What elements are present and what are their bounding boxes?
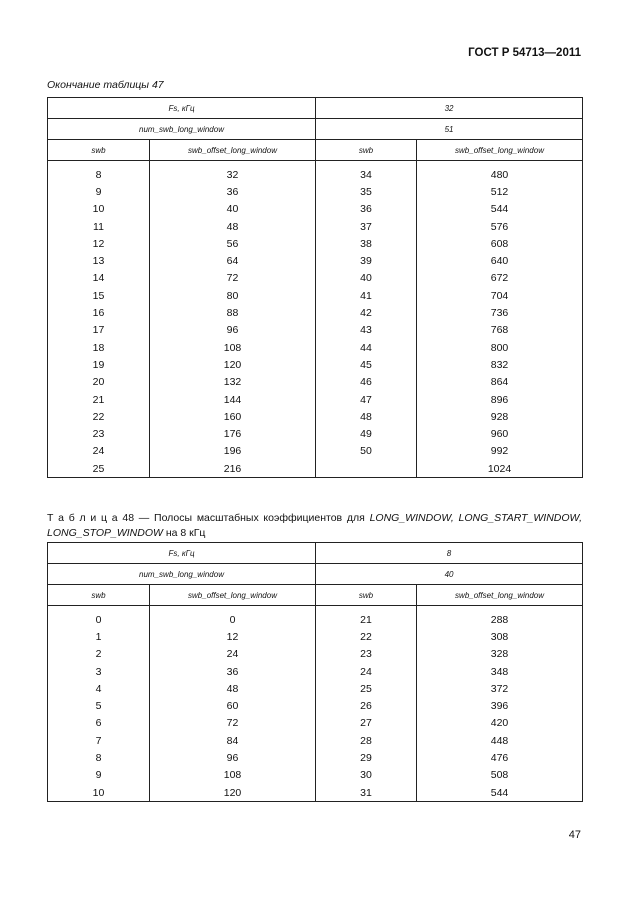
table-cell: 23 xyxy=(48,425,150,442)
table-cell: 476 xyxy=(417,749,583,766)
table-row xyxy=(48,287,583,304)
table-cell: 928 xyxy=(417,408,583,425)
table-row xyxy=(48,304,583,321)
table-cell: 144 xyxy=(150,391,316,408)
table-cell xyxy=(316,460,417,478)
table-cell: 21 xyxy=(316,606,417,629)
table-cell: 72 xyxy=(150,715,316,732)
table-cell: 308 xyxy=(417,628,583,645)
table-cell: 22 xyxy=(48,408,150,425)
table-row xyxy=(48,663,583,680)
table-cell: 22 xyxy=(316,628,417,645)
table-cell: 768 xyxy=(417,322,583,339)
table-row xyxy=(48,408,583,425)
table-cell: 704 xyxy=(417,287,583,304)
table-cell: 13 xyxy=(48,252,150,269)
table-cell: 420 xyxy=(417,715,583,732)
table-47 xyxy=(47,97,583,478)
table48-caption-suffix: на 8 кГц xyxy=(162,527,206,539)
table-cell: 31 xyxy=(316,784,417,802)
table48-fs-label: Fs, кГц xyxy=(48,543,316,564)
table-cell: 640 xyxy=(417,252,583,269)
table47-fs-value: 32 xyxy=(316,98,583,119)
table-cell: 40 xyxy=(316,270,417,287)
table-cell: 40 xyxy=(150,201,316,218)
table-cell: 50 xyxy=(316,443,417,460)
table-cell: 64 xyxy=(150,252,316,269)
table-cell: 1 xyxy=(48,628,150,645)
table-cell: 672 xyxy=(417,270,583,287)
table-cell: 12 xyxy=(48,235,150,252)
table-cell: 544 xyxy=(417,784,583,802)
table-cell: 132 xyxy=(150,374,316,391)
table48-caption-windows: LONG_WINDOW, LONG_START_WINDOW, LONG_STOP_WINDOW xyxy=(47,512,582,539)
table-cell: 1024 xyxy=(417,460,583,478)
table-row xyxy=(48,161,583,184)
document-id: ГОСТ Р 54713—2011 xyxy=(468,47,581,59)
column-header: swb xyxy=(48,140,150,161)
table-cell: 37 xyxy=(316,218,417,235)
table48-num-value: 40 xyxy=(316,564,583,585)
table-cell: 34 xyxy=(316,161,417,184)
table-cell: 28 xyxy=(316,732,417,749)
table47-column-headers xyxy=(48,140,583,161)
table-cell: 6 xyxy=(48,715,150,732)
table-cell: 17 xyxy=(48,322,150,339)
table-cell: 96 xyxy=(150,749,316,766)
table-row xyxy=(48,606,583,629)
table-cell: 480 xyxy=(417,161,583,184)
table-cell: 60 xyxy=(150,697,316,714)
table-cell: 288 xyxy=(417,606,583,629)
table-cell: 328 xyxy=(417,646,583,663)
table-cell: 44 xyxy=(316,339,417,356)
table-cell: 3 xyxy=(48,663,150,680)
table-48 xyxy=(47,542,583,802)
table-cell: 41 xyxy=(316,287,417,304)
table-row xyxy=(48,201,583,218)
table-cell: 42 xyxy=(316,304,417,321)
table48-fs-row xyxy=(48,543,583,564)
table-row xyxy=(48,374,583,391)
table-cell: 576 xyxy=(417,218,583,235)
table-cell: 25 xyxy=(316,680,417,697)
table-cell: 108 xyxy=(150,339,316,356)
table-row xyxy=(48,391,583,408)
table-cell: 800 xyxy=(417,339,583,356)
table-cell: 88 xyxy=(150,304,316,321)
table-cell: 30 xyxy=(316,767,417,784)
table-cell: 12 xyxy=(150,628,316,645)
column-header: swb xyxy=(316,585,417,606)
table-row xyxy=(48,697,583,714)
table-cell: 736 xyxy=(417,304,583,321)
table-cell: 864 xyxy=(417,374,583,391)
table-cell: 176 xyxy=(150,425,316,442)
table-row xyxy=(48,356,583,373)
table-cell: 608 xyxy=(417,235,583,252)
table-cell: 9 xyxy=(48,767,150,784)
table-row xyxy=(48,235,583,252)
table48-fs-value: 8 xyxy=(316,543,583,564)
table48-caption-prefix: Т а б л и ц а 48 — Полосы масштабных коэффициентов для xyxy=(47,512,370,524)
table-cell: 26 xyxy=(316,697,417,714)
table47-fs-row xyxy=(48,98,583,119)
table-cell: 992 xyxy=(417,443,583,460)
table-cell: 24 xyxy=(316,663,417,680)
table47-num-label: num_swb_long_window xyxy=(48,119,316,140)
table-cell: 120 xyxy=(150,784,316,802)
table-row xyxy=(48,425,583,442)
table47-fs-label: Fs, кГц xyxy=(48,98,316,119)
table-cell: 21 xyxy=(48,391,150,408)
table-cell: 960 xyxy=(417,425,583,442)
table-cell: 49 xyxy=(316,425,417,442)
page-number: 47 xyxy=(568,829,581,841)
table-cell: 448 xyxy=(417,732,583,749)
table-row xyxy=(48,646,583,663)
table-cell: 36 xyxy=(316,201,417,218)
table-cell: 896 xyxy=(417,391,583,408)
table-row xyxy=(48,252,583,269)
table48-column-headers xyxy=(48,585,583,606)
table-row xyxy=(48,680,583,697)
table-cell: 24 xyxy=(150,646,316,663)
table-cell: 0 xyxy=(150,606,316,629)
table-cell: 396 xyxy=(417,697,583,714)
column-header: swb xyxy=(316,140,417,161)
column-header: swb_offset_long_window xyxy=(417,140,583,161)
table48-num-label: num_swb_long_window xyxy=(48,564,316,585)
table-cell: 512 xyxy=(417,183,583,200)
table-cell: 43 xyxy=(316,322,417,339)
table-cell: 16 xyxy=(48,304,150,321)
table-cell: 84 xyxy=(150,732,316,749)
table-cell: 11 xyxy=(48,218,150,235)
table-cell: 96 xyxy=(150,322,316,339)
table-row xyxy=(48,270,583,287)
table-cell: 72 xyxy=(150,270,316,287)
table-cell: 0 xyxy=(48,606,150,629)
table47-body xyxy=(48,98,583,478)
table-cell: 29 xyxy=(316,749,417,766)
table-cell: 348 xyxy=(417,663,583,680)
table-cell: 832 xyxy=(417,356,583,373)
table-cell: 39 xyxy=(316,252,417,269)
table-cell: 5 xyxy=(48,697,150,714)
column-header: swb_offset_long_window xyxy=(417,585,583,606)
column-header: swb xyxy=(48,585,150,606)
table-cell: 48 xyxy=(150,218,316,235)
table-cell: 216 xyxy=(150,460,316,478)
table-cell: 14 xyxy=(48,270,150,287)
table-cell: 7 xyxy=(48,732,150,749)
table-cell: 23 xyxy=(316,646,417,663)
table-cell: 27 xyxy=(316,715,417,732)
table48-body xyxy=(48,543,583,802)
table-cell: 18 xyxy=(48,339,150,356)
table-cell: 48 xyxy=(316,408,417,425)
table-row xyxy=(48,322,583,339)
table-cell: 38 xyxy=(316,235,417,252)
table48-num-row xyxy=(48,564,583,585)
table-cell: 45 xyxy=(316,356,417,373)
table-cell: 46 xyxy=(316,374,417,391)
table-cell: 196 xyxy=(150,443,316,460)
table47-num-value: 51 xyxy=(316,119,583,140)
table-row xyxy=(48,339,583,356)
table-cell: 80 xyxy=(150,287,316,304)
table-cell: 10 xyxy=(48,784,150,802)
table-cell: 25 xyxy=(48,460,150,478)
table-cell: 4 xyxy=(48,680,150,697)
table-row xyxy=(48,443,583,460)
table47-num-row xyxy=(48,119,583,140)
column-header: swb_offset_long_window xyxy=(150,140,316,161)
table47-caption: Окончание таблицы 47 xyxy=(47,79,164,91)
table-cell: 8 xyxy=(48,161,150,184)
table48-caption xyxy=(47,511,582,541)
table-cell: 36 xyxy=(150,183,316,200)
table-cell: 108 xyxy=(150,767,316,784)
table-cell: 508 xyxy=(417,767,583,784)
table-cell: 8 xyxy=(48,749,150,766)
table-row xyxy=(48,183,583,200)
table-cell: 372 xyxy=(417,680,583,697)
table-row xyxy=(48,628,583,645)
column-header: swb_offset_long_window xyxy=(150,585,316,606)
table-row xyxy=(48,715,583,732)
table-cell: 544 xyxy=(417,201,583,218)
table-cell: 20 xyxy=(48,374,150,391)
table-cell: 36 xyxy=(150,663,316,680)
table-row xyxy=(48,767,583,784)
table-cell: 32 xyxy=(150,161,316,184)
table-cell: 35 xyxy=(316,183,417,200)
table-cell: 2 xyxy=(48,646,150,663)
table-row xyxy=(48,732,583,749)
table-cell: 48 xyxy=(150,680,316,697)
table-row xyxy=(48,460,583,478)
table-cell: 47 xyxy=(316,391,417,408)
table-cell: 15 xyxy=(48,287,150,304)
table-cell: 160 xyxy=(150,408,316,425)
table-cell: 56 xyxy=(150,235,316,252)
table-row xyxy=(48,749,583,766)
table-row xyxy=(48,218,583,235)
table-row xyxy=(48,784,583,802)
table-cell: 10 xyxy=(48,201,150,218)
table-cell: 120 xyxy=(150,356,316,373)
table-cell: 24 xyxy=(48,443,150,460)
table-cell: 9 xyxy=(48,183,150,200)
table-cell: 19 xyxy=(48,356,150,373)
